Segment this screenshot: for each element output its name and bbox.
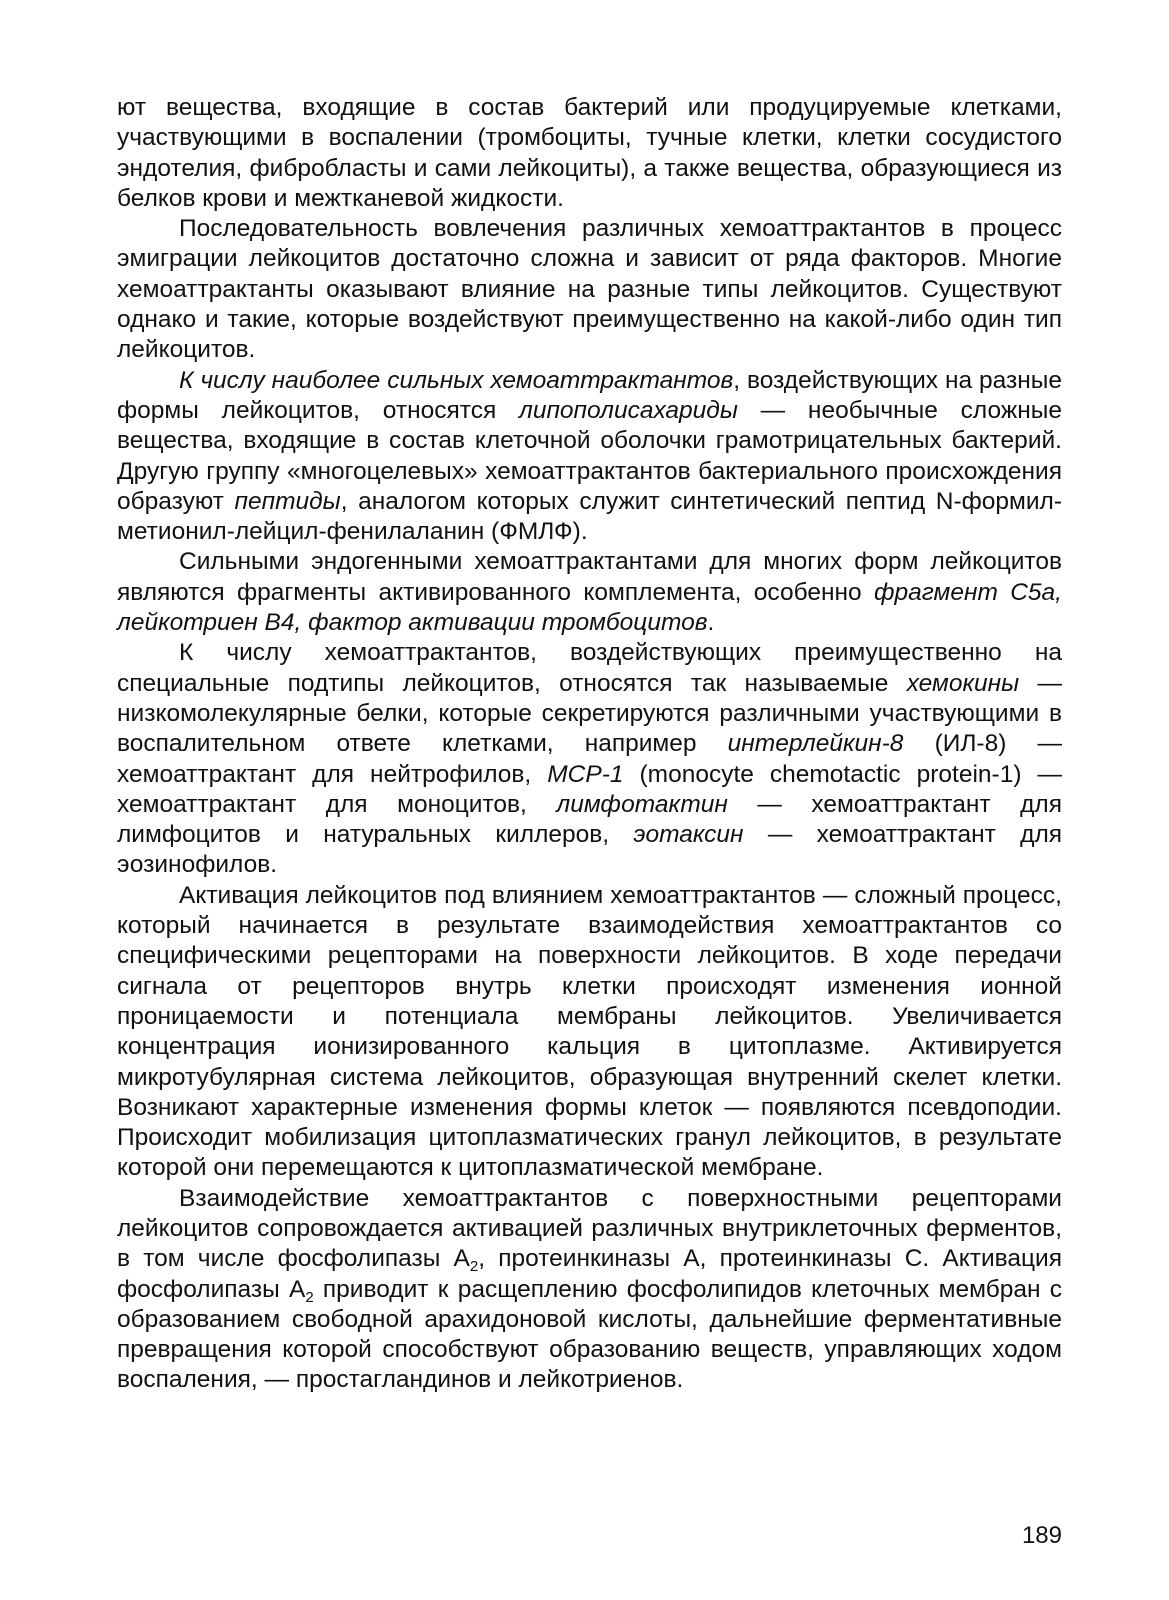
text-run: (monocyte chemotactic protein-1) — хемоаттрактант для моноцитов, [117, 760, 1062, 818]
text-run: . [707, 609, 715, 637]
text-run: — хемоаттрактант для лимфоцитов и натуральных киллеров, [117, 790, 1062, 849]
text-run: — низкомолекулярные белки, которые секретируются различными участвующими в воспалительном ответе клетками, например [117, 669, 1063, 758]
subscript: 2 [305, 1288, 314, 1306]
text-run: — хемоаттрактант для эозинофилов. [117, 821, 1063, 879]
text-run: , аналогом которых служит синтетический пептид N-формил-метионил-лейцил-фенилаланин (ФМЛФ). [117, 487, 1062, 546]
text-run: Сильными эндогенными хемоаттрактантами для многих форм лейкоцитов являются фрагменты активированного комплемента, особенно [117, 548, 1062, 606]
page-body [117, 93, 1062, 1396]
paragraph [117, 366, 1062, 548]
italic-term: пептиды [234, 487, 341, 515]
italic-term: МСР-1 [547, 760, 624, 788]
subscript: 2 [469, 1258, 479, 1276]
text-run: — необычные сложные вещества, входящие в состав клеточной оболочки грамотрицательных бактерий. Другую группу «многоцелевых» хемоаттрактантов бактериального происхождения образуют [117, 396, 1062, 515]
text-run: , протеинкиназы А, протеинкиназы С. Активация фосфолипазы А [117, 1245, 1063, 1303]
text-run: Активация лейкоцитов под влиянием хемоаттрактантов — сложный процесс, который начинается в результате взаимодействия хемоаттрактантов со специфическими рецепторами на поверхности лейкоцитов. В ходе передачи сигнала от рецепторов внутрь клетки происходят изменения ионной проницаемости и потенциала мембраны лейкоцитов. Увеличивается концентрация ионизированного кальция в цитоплазме. Активируется микротубулярная система лейкоцитов, образующая внутренний скелет клетки. Возникают характерные изменения формы клеток — появляются псевдоподии. Происходит мобилизация цитоплазматических гранул лейкоцитов, в результате которой они перемещаются к цитоплазматической мембране. [117, 881, 1062, 1182]
italic-term: эотаксин [633, 821, 744, 849]
text-run: ют вещества, входящие в состав бактерий или продуцируемые клетками, участвующими в воспалении (тромбоциты, тучные клетки, клетки сосудистого эндотелия, фибробласты и сами лейкоциты), а также вещества, образующиеся из белков крови и межтканевой жидкости. [117, 94, 1062, 212]
page-number: 189 [1021, 1522, 1062, 1549]
text-run: К числу хемоаттрактантов, воздействующих преимущественно на специальные подтипы лейкоцитов, относятся так называемые [117, 639, 1062, 697]
paragraph [117, 638, 1062, 880]
text-run: Взаимодействие хемоаттрактантов с поверхностными рецепторами лейкоцитов сопровождается активацией различных внутриклеточных ферментов, в том числе фосфолипазы А [117, 1184, 1062, 1273]
paragraph [117, 547, 1062, 638]
paragraph [117, 214, 1062, 365]
italic-term: хемокины [906, 669, 1020, 697]
italic-term: липополисахариды [519, 396, 738, 424]
text-run: , воздействующих на разные формы лейкоцитов, относятся [117, 366, 1063, 424]
paragraph [117, 1184, 1062, 1396]
italic-term: фрагмент С5а, лейкотриен В4, фактор активации тромбоцитов [117, 578, 1062, 637]
paragraph [117, 93, 1062, 214]
text-run: Последовательность вовлечения различных хемоаттрактантов в процесс эмиграции лейкоцитов достаточно сложна и зависит от ряда факторов. Многие хемоаттрактанты оказывают влияние на разные типы лейкоцитов. Существуют однако и такие, которые воздействуют преимущественно на какой-либо один тип лейкоцитов. [117, 215, 1062, 364]
italic-term: К числу наиболее сильных хемоаттрактантов [179, 366, 734, 394]
italic-term: лимфотактин [556, 790, 728, 818]
text-run: (ИЛ-8) — хемоаттрактант для нейтрофилов, [117, 730, 1063, 788]
paragraph [117, 881, 1062, 1184]
text-run: приводит к расщеплению фосфолипидов клеточных мембран с образованием свободной арахидоновой кислоты, дальнейшие ферментативные превращения которой способствуют образованию веществ, управляющих ходом воспаления, — простагландинов и лейкотриенов. [117, 1275, 1062, 1394]
italic-term: интерлейкин-8 [727, 730, 904, 758]
